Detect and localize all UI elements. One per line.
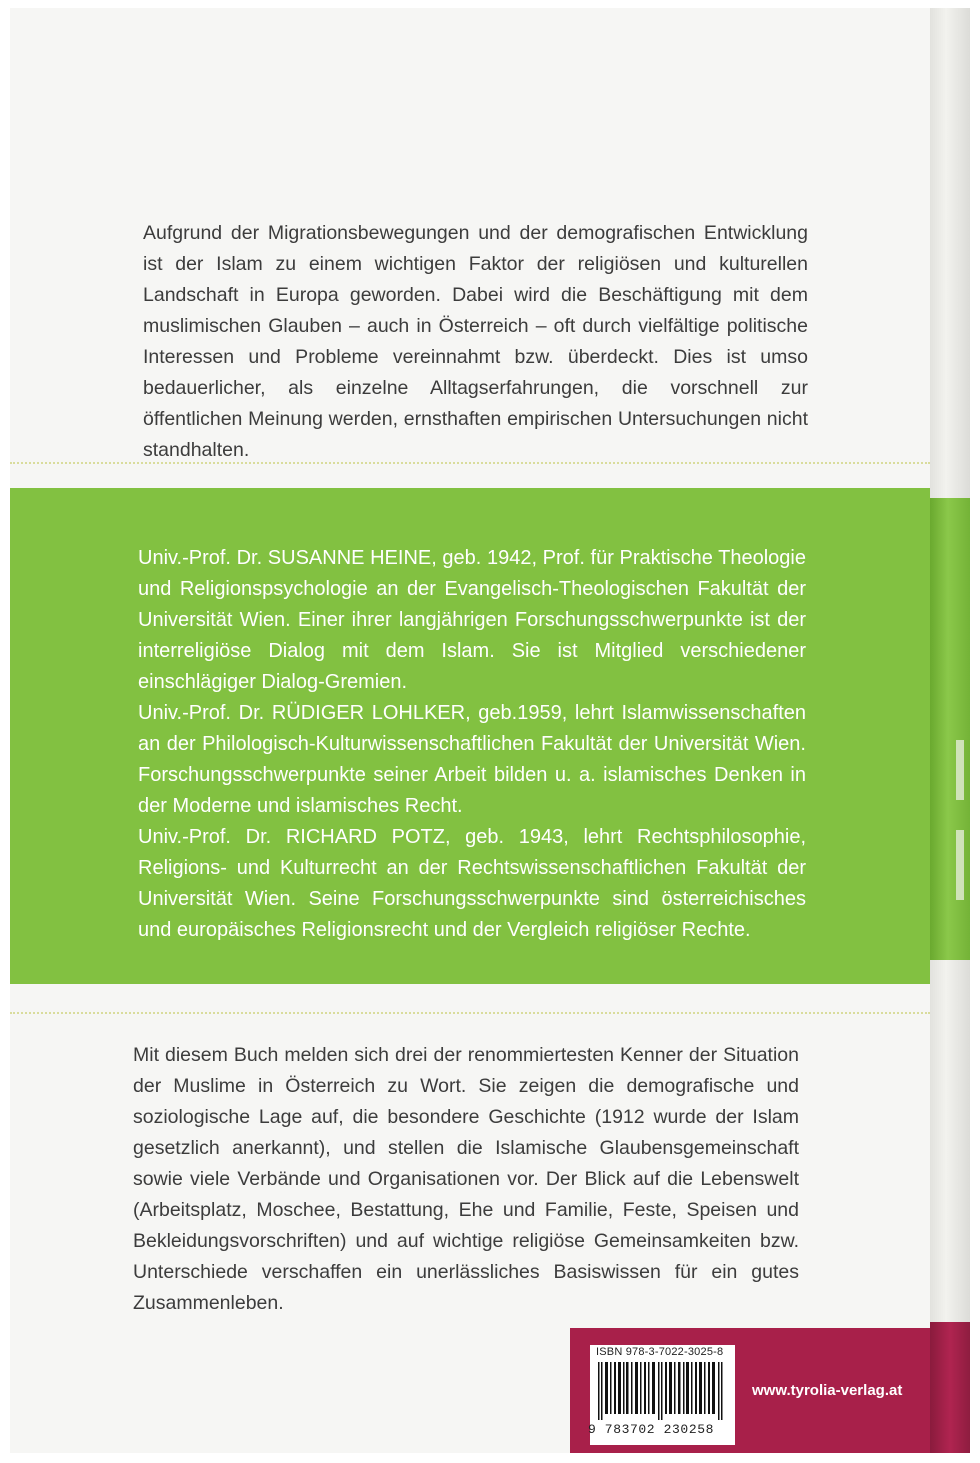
isbn-number: ISBN 978-3-7022-3025-8 bbox=[596, 1346, 724, 1358]
author-bio-lohlker: Univ.-Prof. Dr. RÜDIGER LOHLKER, geb.1959, lehrt Islamwissenschaften an der Philologisch-Kulturwissenschaftlichen Fakultät der Universität Wien. Forschungsschwerpunkte seiner Arbeit bilden u. a. islamisches Denken in der Moderne und islamisches Recht. bbox=[138, 702, 806, 817]
spine-title-fragment bbox=[956, 830, 964, 900]
author-bio-potz: Univ.-Prof. Dr. RICHARD POTZ, geb. 1943, lehrt Rechtsphilosophie, Religions- und Kulturrecht an der Rechtswissenschaftlichen Fakultät der Universität Wien. Seine Forschungsschwerpunkte sind österreichisches und europäisches Religionsrecht und der Vergleich religiöser Rechte. bbox=[138, 826, 806, 941]
spine-red-section bbox=[930, 1322, 970, 1453]
spine-title-fragment bbox=[956, 740, 964, 800]
publisher-url: www.tyrolia-verlag.at bbox=[752, 1382, 903, 1399]
spine-green-section bbox=[930, 498, 970, 960]
intro-paragraph: Aufgrund der Migrationsbewegungen und der demografischen Entwicklung ist der Islam zu einem wichtigen Faktor der religiösen und kulturellen Landschaft in Europa geworden. Dabei wird die Beschäftigung mit dem muslimischen Glauben – auch in Österreich – oft durch vielfältige politische Interessen und Probleme vereinnahmt bzw. überdeckt. Dies ist umso bedauerlicher, als einzelne Alltagserfahrungen, die vorschnell zur öffentlichen Meinung werden, ernsthaften empirischen Untersuchungen nicht standhalten. bbox=[143, 222, 808, 461]
dotted-divider-top bbox=[10, 462, 930, 464]
outro-paragraph: Mit diesem Buch melden sich drei der renommiertesten Kenner der Situation der Muslime in Österreich zu Wort. Sie zeigen die demografische und soziologische Lage auf, die besondere Geschichte (1912 wurde der Islam gesetzlich anerkannt), und stellen die Islamische Glaubensgemeinschaft sowie viele Verbände und Organisationen vor. Der Blick auf die Lebenswelt (Arbeitsplatz, Moschee, Bestattung, Ehe und Familie, Feste, Speisen und Bekleidungsvorschriften) und auf wichtige religiöse Gemeinsamkeiten bzw. Unterschiede verschaffen ein unerlässliches Basiswissen für ein gutes Zusammenleben. bbox=[133, 1044, 799, 1314]
author-bios bbox=[138, 543, 806, 946]
barcode-icon bbox=[596, 1362, 728, 1420]
author-bio-heine: Univ.-Prof. Dr. SUSANNE HEINE, geb. 1942, Prof. für Praktische Theologie und Religionspsychologie an der Evangelisch-Theologischen Fakultät der Universität Wien. Einer ihrer langjährigen Forschungsschwerpunkte ist der interreligiöse Dialog mit dem Islam. Sie ist Mitglied verschiedener einschlägiger Dialog-Gremien. bbox=[138, 547, 806, 693]
ean-number: 9 783702 230258 bbox=[588, 1422, 715, 1437]
dotted-divider-bottom bbox=[10, 1012, 930, 1014]
